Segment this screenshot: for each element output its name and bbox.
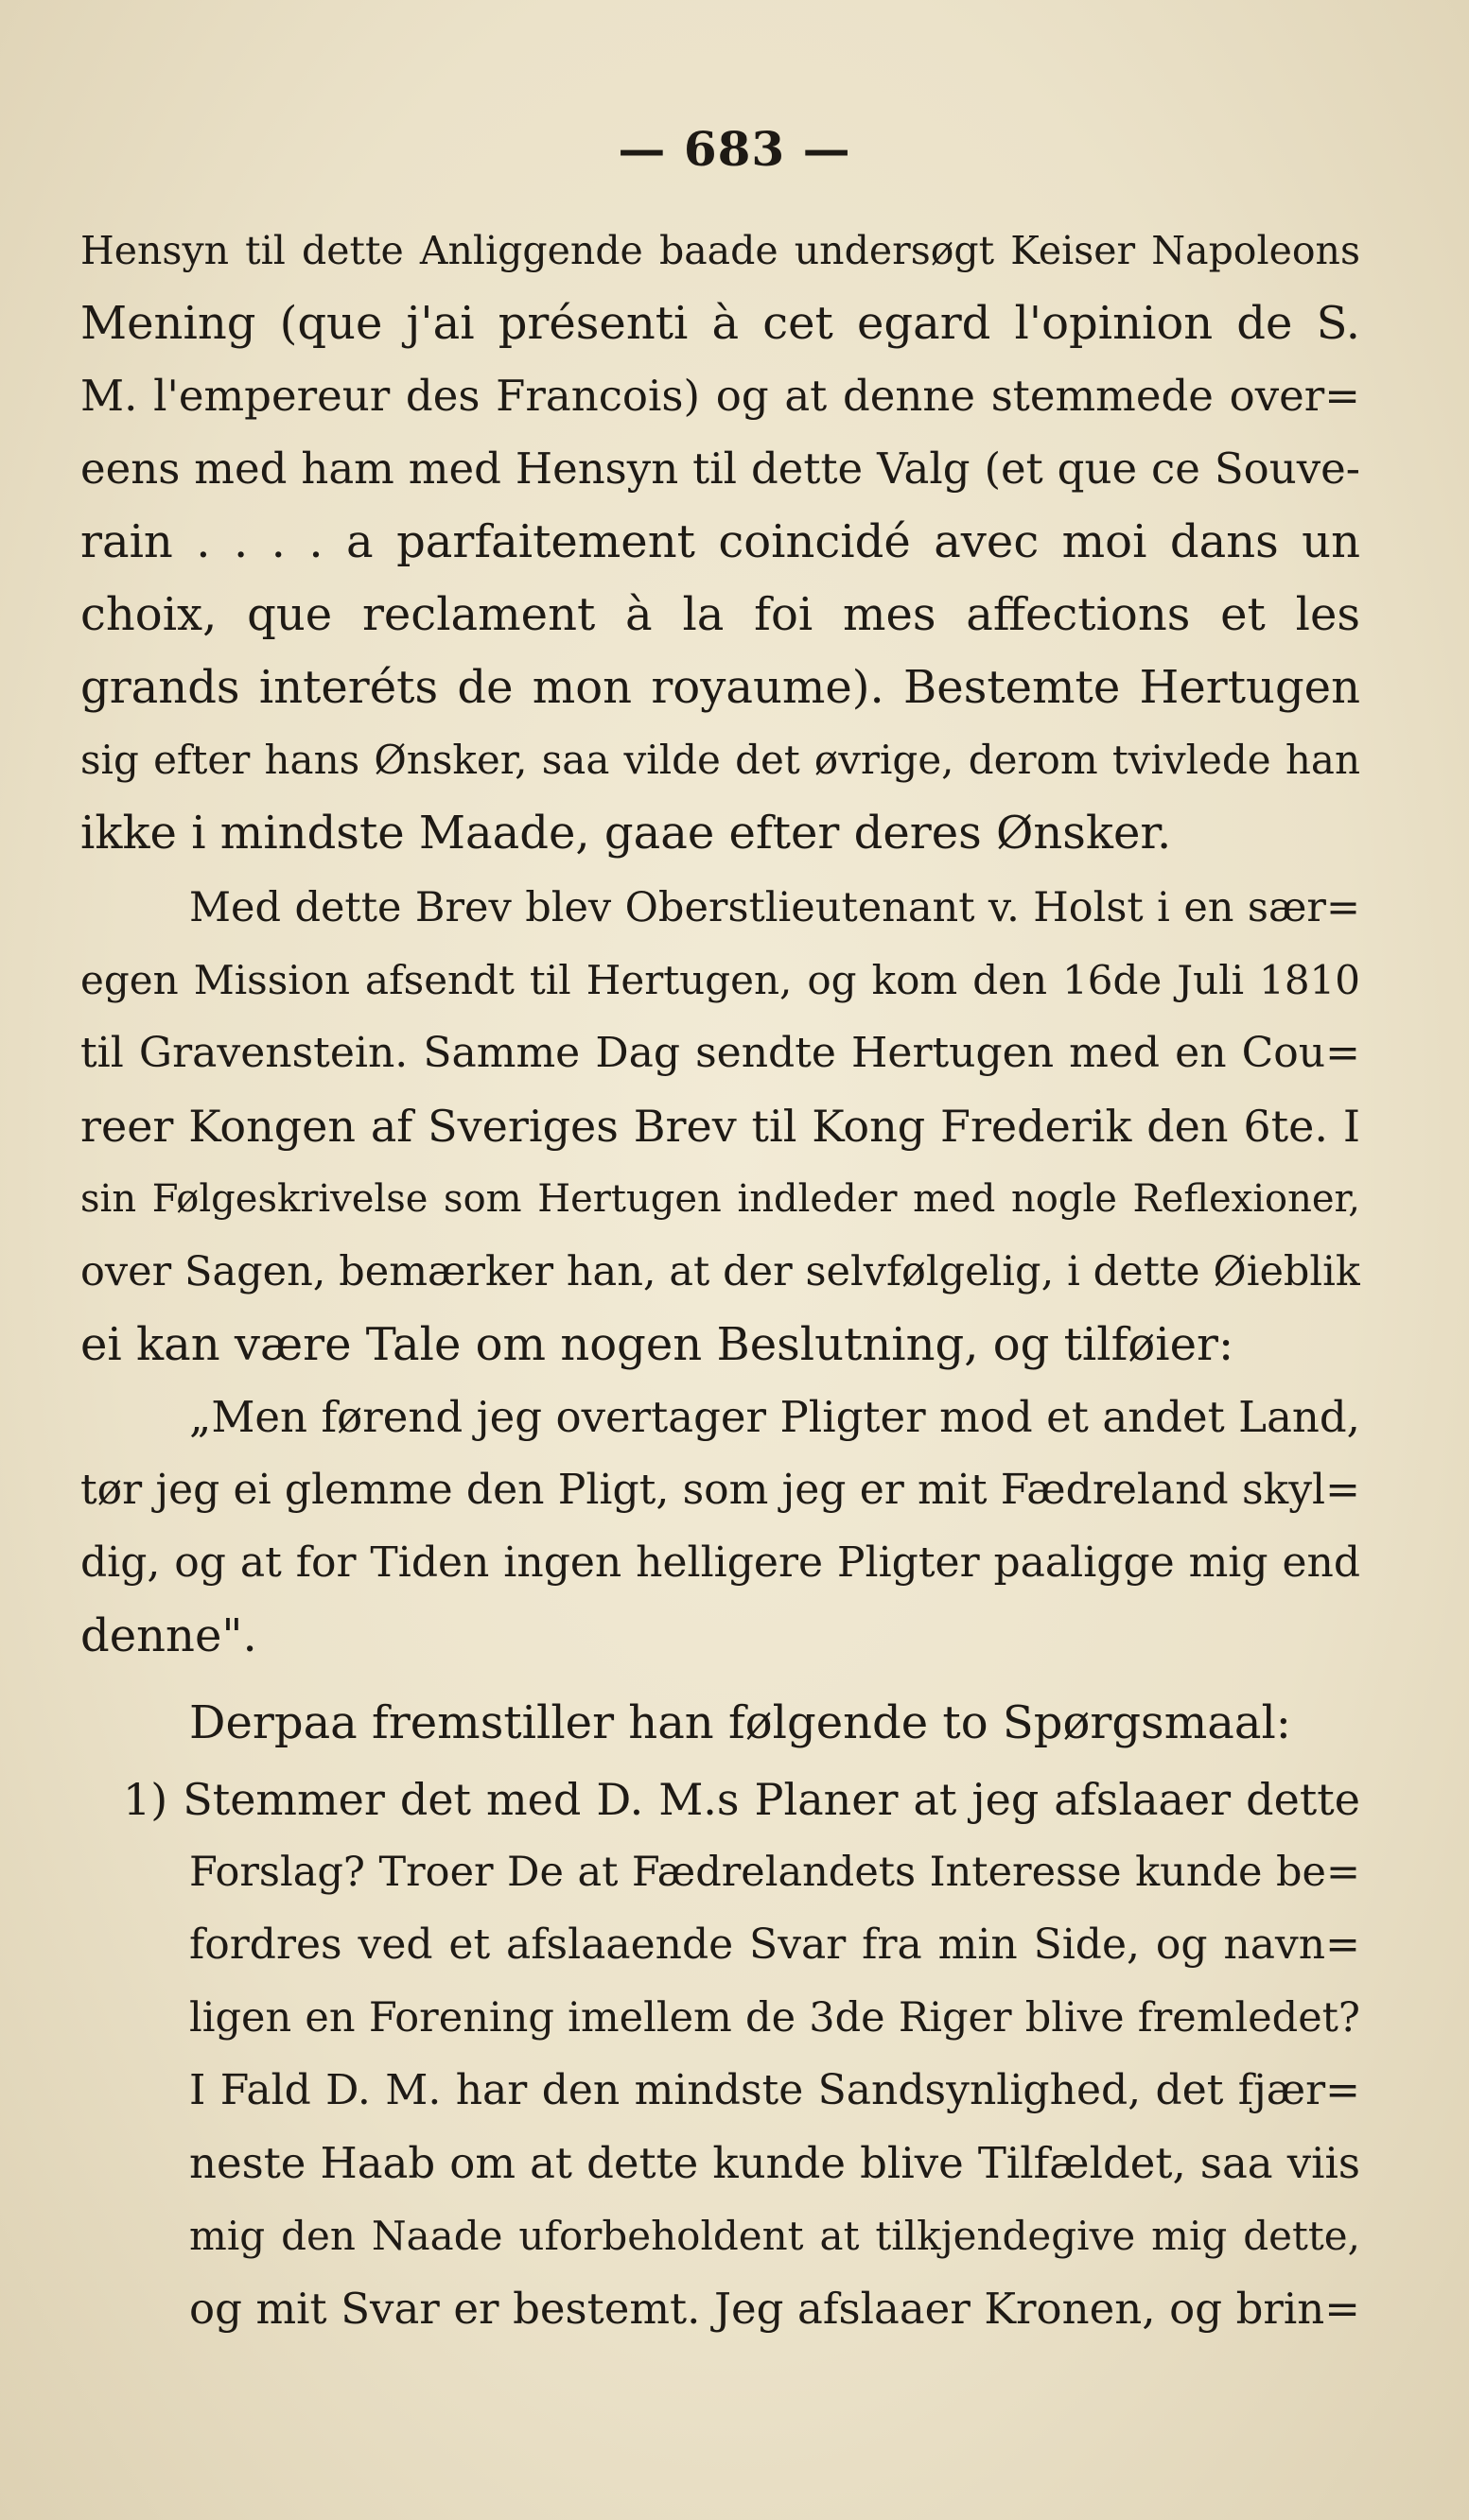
text-line: M. l'empereur des Francois) og at denne stemmede over= — [80, 371, 1360, 421]
text-line: ikke i mindste Maade, gaae efter deres Ønsker. — [80, 807, 1172, 860]
text-line: og mit Svar er bestemt. Jeg afslaaer Kronen, og brin= — [189, 2284, 1360, 2334]
text-line: fordres ved et afslaaende Svar fra min Side, og navn= — [189, 1920, 1360, 1969]
text-line: egen Mission afsendt til Hertugen, og kom den 16de Juli 1810 — [80, 957, 1360, 1003]
text-line: eens med ham med Hensyn til dette Valg (et que ce Souve- — [80, 443, 1360, 494]
text-line: tør jeg ei glemme den Pligt, som jeg er mit Fædreland skyl= — [80, 1466, 1360, 1514]
text-line: Forslag? Troer De at Fædrelandets Interesse kunde be= — [189, 1849, 1360, 1896]
text-line: mig den Naade uforbeholdent at tilkjendegive mig dette, — [189, 2213, 1360, 2259]
text-line: grands interéts de mon royaume). Bestemte Hertugen — [80, 661, 1360, 714]
text-line: 1) Stemmer det med D. M.s Planer at jeg afslaaer dette — [123, 1774, 1360, 1825]
text-line: reer Kongen af Sveriges Brev til Kong Frederik den 6te. I — [80, 1101, 1360, 1152]
text-line: sin Følgeskrivelse som Hertugen indleder med nogle Reflexioner, — [80, 1177, 1360, 1221]
text-line: ligen en Forening imellem de 3de Riger blive fremledet? — [189, 1994, 1360, 2042]
text-line: Derpaa fremstiller han følgende to Spørgsmaal: — [189, 1696, 1291, 1749]
text-line: til Gravenstein. Samme Dag sendte Hertugen med en Cou= — [80, 1029, 1360, 1077]
text-line: neste Haab om at dette kunde blive Tilfældet, saa viis — [189, 2138, 1360, 2188]
text-line: sig efter hans Ønsker, saa vilde det øvrige, derom tvivlede han — [80, 737, 1360, 783]
text-line: „Men førend jeg overtager Pligter mod et andet Land, — [189, 1392, 1360, 1442]
text-line: Med dette Brev blev Oberstlieutenant v. Holst i en sær= — [189, 884, 1360, 931]
text-line: denne". — [80, 1609, 257, 1662]
text-line: I Fald D. M. har den mindste Sandsynlighed, det fjær= — [189, 2066, 1360, 2114]
text-line: ei kan være Tale om nogen Beslutning, og tilføier: — [80, 1318, 1234, 1371]
text-line: Mening (que j'ai présenti à cet egard l'opinion de S. — [80, 297, 1360, 350]
text-line: rain . . . . a parfaitement coincidé avec moi dans un — [80, 515, 1360, 568]
text-line: dig, og at for Tiden ingen helligere Pligter paaligge mig end — [80, 1538, 1360, 1587]
text-line: choix, que reclament à la foi mes affections et les — [80, 588, 1360, 641]
text-line: over Sagen, bemærker han, at der selvfølgelig, i dette Øieblik — [80, 1248, 1360, 1295]
page-number: — 683 — — [618, 121, 851, 177]
text-line: Hensyn til dette Anliggende baade undersøgt Keiser Napoleons — [80, 228, 1360, 273]
